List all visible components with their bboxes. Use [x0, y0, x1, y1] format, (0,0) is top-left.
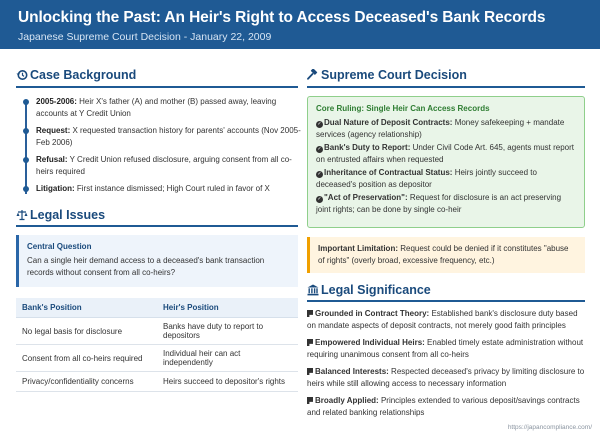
limitation-note	[307, 237, 585, 273]
timeline-item-text: First instance dismissed; High Court ruled in favor of X	[74, 184, 270, 193]
ruling-item-text: Request for disclosure is an act preserving joint rights; can be done by single co-heir	[316, 193, 562, 214]
central-question-title: Central Question	[27, 242, 92, 251]
footer-url[interactable]: https://japancompliance.com/	[507, 424, 592, 431]
case-background-title: Case Background	[30, 68, 137, 82]
central-question-box	[16, 235, 298, 287]
bookmark-icon	[307, 397, 313, 404]
timeline-dot	[23, 157, 29, 163]
timeline-item-label: Request:	[36, 126, 71, 135]
page-subtitle: Japanese Supreme Court Decision - January 22, 2009	[18, 31, 272, 43]
significance-item-text: Principles extended to various deposit/savings contracts and related banking relationships	[307, 396, 580, 417]
timeline-item	[36, 125, 301, 149]
ruling-item	[316, 142, 576, 165]
header-banner	[0, 0, 600, 49]
bookmark-icon	[307, 310, 313, 317]
balance-scale-icon	[16, 209, 28, 221]
check-circle-icon: ✓	[317, 171, 322, 177]
significance-item-label: Broadly Applied:	[315, 396, 379, 405]
ruling-item-label: Bank's Duty to Report:	[324, 143, 411, 152]
core-ruling-box	[307, 96, 585, 228]
significance-item-label: Balanced Interests:	[315, 367, 389, 376]
table-row	[16, 372, 298, 392]
positions-table	[16, 298, 298, 392]
table-row	[16, 345, 298, 372]
supreme-court-title: Supreme Court Decision	[321, 68, 467, 82]
table-cell: Individual heir can act independently	[157, 345, 298, 372]
landmark-icon	[307, 284, 319, 296]
legal-issues-title: Legal Issues	[30, 208, 106, 222]
section-divider	[16, 86, 298, 88]
table-cell: Heirs succeed to depositor's rights	[157, 372, 298, 392]
ruling-item-text: Under Civil Code Art. 645, agents must report on entrusted affairs when requested	[316, 143, 574, 164]
timeline-dot	[23, 186, 29, 192]
history-icon	[16, 69, 28, 81]
timeline-item-text: Y Credit Union refused disclosure, arguing consent from all co-heirs required	[36, 155, 292, 176]
bookmark-icon	[307, 339, 313, 346]
timeline-item-label: 2005-2006:	[36, 97, 77, 106]
gavel-icon	[307, 69, 319, 81]
check-circle-icon: ✓	[317, 146, 322, 152]
bank-position-header: Bank's Position	[16, 298, 157, 318]
supreme-court-heading	[307, 68, 467, 82]
ruling-item-text: Heirs jointly succeed to deceased's position as depositor	[316, 168, 537, 189]
significance-item-label: Grounded in Contract Theory:	[315, 309, 430, 318]
ruling-item-label: Inheritance of Contractual Status:	[324, 168, 453, 177]
timeline-item-label: Refusal:	[36, 155, 68, 164]
case-background-heading	[16, 68, 136, 82]
significance-item	[307, 366, 587, 389]
section-divider	[307, 300, 585, 302]
significance-item	[307, 337, 587, 360]
table-row	[16, 318, 298, 345]
significance-item-label: Empowered Individual Heirs:	[315, 338, 425, 347]
significance-item	[307, 395, 587, 418]
heir-position-header: Heir's Position	[157, 298, 298, 318]
ruling-item	[316, 192, 576, 215]
check-circle-icon: ✓	[317, 121, 322, 127]
significance-item	[307, 308, 587, 331]
bookmark-icon	[307, 368, 313, 375]
central-question-text: Can a single heir demand access to a deceased's bank transaction records without consent from all co-heirs?	[27, 256, 265, 277]
check-circle-icon: ✓	[317, 196, 322, 202]
timeline-item-label: Litigation:	[36, 184, 75, 193]
significance-item-text: Established bank's disclosure duty based on mandate aspects of deposit contracts, not merely good faith principles	[307, 309, 578, 330]
table-cell: No legal basis for disclosure	[16, 318, 157, 345]
significance-item-text: Respected deceased's privacy by limiting disclosure to heirs while still allowing access to necessary information	[307, 367, 585, 388]
timeline-item-text: Heir X's father (A) and mother (B) passed away, leaving accounts at Y Credit Union	[36, 97, 277, 118]
legal-issues-heading	[16, 208, 105, 222]
timeline-item	[36, 183, 301, 195]
core-ruling-title: Core Ruling: Single Heir Can Access Records	[316, 104, 490, 113]
limitation-label: Important Limitation:	[318, 244, 398, 253]
page-title: Unlocking the Past: An Heir's Right to Access Deceased's Bank Records	[18, 9, 546, 26]
timeline-dot	[23, 128, 29, 134]
section-divider	[307, 86, 585, 88]
limitation-text: Request could be denied if it constitutes "abuse of rights" (overly broad, excessive frequency, etc.)	[318, 244, 569, 265]
timeline-dot	[23, 99, 29, 105]
timeline-line	[25, 100, 27, 194]
table-cell: Privacy/confidentiality concerns	[16, 372, 157, 392]
timeline-item-text: X requested transaction history for parents' accounts (Nov 2005-Feb 2006)	[36, 126, 301, 147]
timeline-item	[36, 96, 301, 120]
table-cell: Banks have duty to report to depositors	[157, 318, 298, 345]
ruling-item-label: Dual Nature of Deposit Contracts:	[324, 118, 453, 127]
table-header-row	[16, 298, 298, 318]
ruling-item	[316, 117, 576, 140]
timeline-item	[36, 154, 301, 178]
ruling-item-text: Money safekeeping + mandate services (agency relationship)	[316, 118, 565, 139]
ruling-item-label: "Act of Preservation":	[324, 193, 408, 202]
legal-significance-title: Legal Significance	[321, 283, 431, 297]
ruling-item	[316, 167, 576, 190]
section-divider	[16, 225, 298, 227]
significance-item-text: Enabled timely estate administration without requiring unanimous consent from all co-heirs	[307, 338, 584, 359]
table-cell: Consent from all co-heirs required	[16, 345, 157, 372]
legal-significance-heading	[307, 283, 431, 297]
